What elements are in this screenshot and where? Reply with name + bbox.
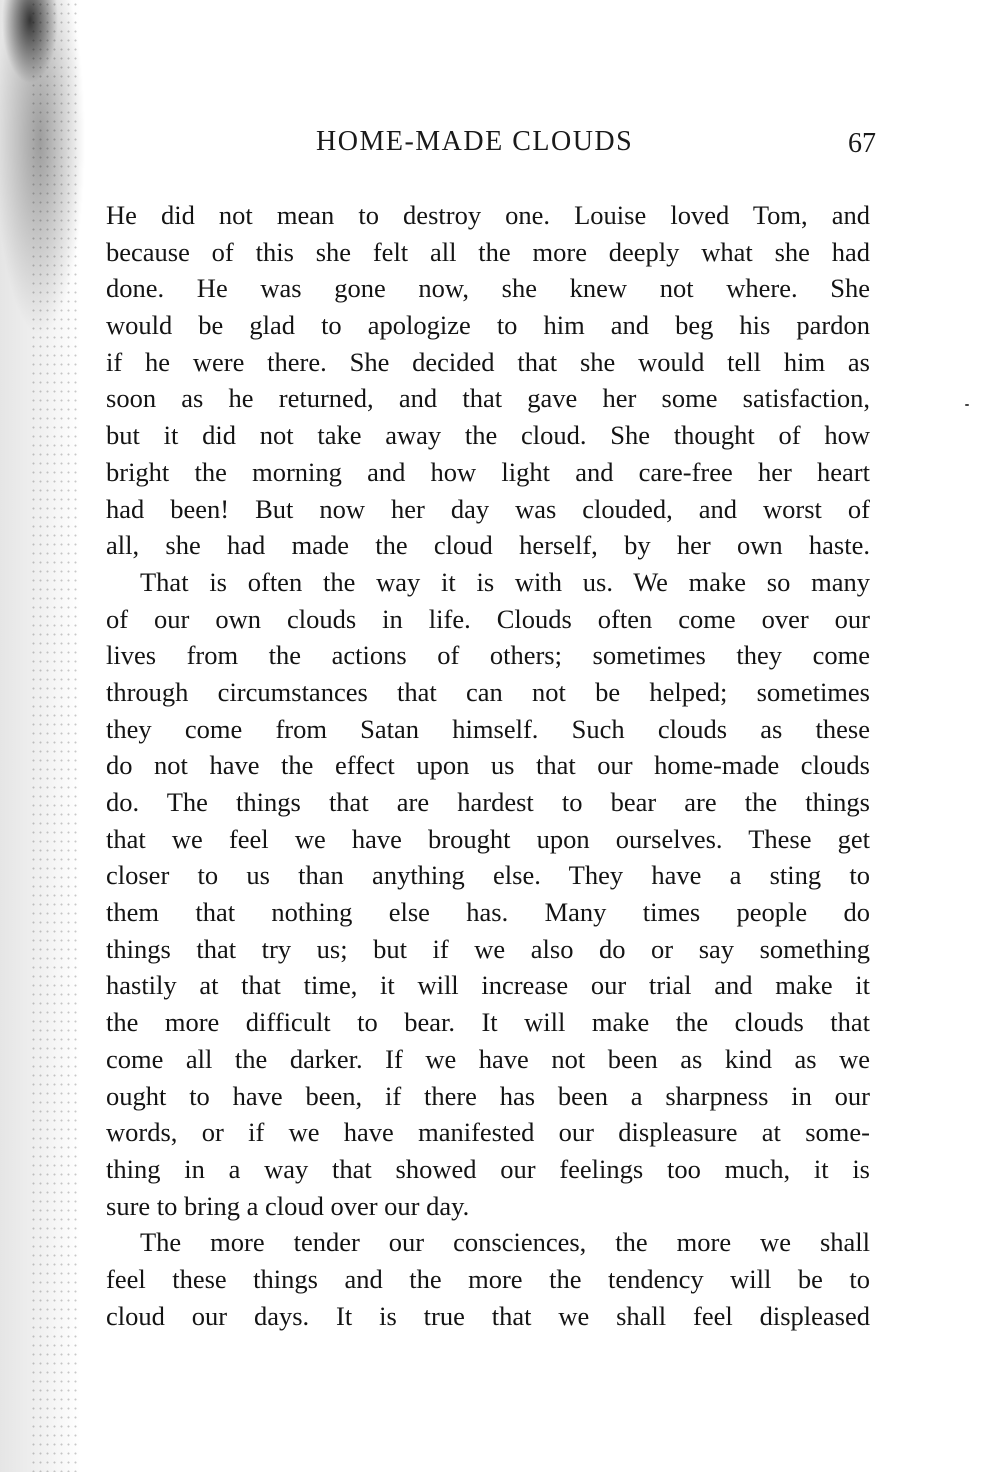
text-line: thing in a way that showed our feelings too much, it is xyxy=(106,1153,870,1184)
scan-artifact-mark xyxy=(965,404,969,406)
text-line: but it did not take away the cloud. She thought of how xyxy=(106,420,870,451)
text-line: ought to have been, if there has been a sharpness in our xyxy=(106,1080,870,1111)
text-line: closer to us than anything else. They have a sting to xyxy=(106,860,870,891)
text-line: cloud our days. It is true that we shall feel displeased xyxy=(106,1300,870,1331)
text-line: had been! But now her day was clouded, and worst of xyxy=(106,493,870,524)
text-line: because of this she felt all the more deeply what she had xyxy=(106,236,870,267)
text-line: He did not mean to destroy one. Louise loved Tom, and xyxy=(106,200,870,230)
running-title: HOME-MADE CLOUDS xyxy=(316,126,634,157)
text-line: done. He was gone now, she knew not where. She xyxy=(106,273,870,304)
text-line: things that try us; but if we also do or say something xyxy=(106,933,870,964)
text-line: sure to bring a cloud over our day. xyxy=(106,1190,470,1221)
scan-speckle xyxy=(30,0,80,1472)
text-line: all, she had made the cloud herself, by her own haste. xyxy=(106,530,870,561)
text-line: the more difficult to bear. It will make the clouds that xyxy=(106,1007,870,1038)
text-line: The more tender our consciences, the more we shall xyxy=(140,1227,870,1258)
running-header xyxy=(100,122,880,166)
text-line: That is often the way it is with us. We make so many xyxy=(140,566,870,597)
text-line: do not have the effect upon us that our home-made clouds xyxy=(106,750,870,781)
page-number: 67 xyxy=(848,128,876,159)
paragraph-3 xyxy=(106,1224,870,1334)
text-line: if he were there. She decided that she would tell him as xyxy=(106,346,870,377)
text-line: words, or if we have manifested our displeasure at some- xyxy=(106,1117,870,1148)
text-line: would be glad to apologize to him and beg his pardon xyxy=(106,310,870,341)
text-line: bright the morning and how light and care-free her heart xyxy=(106,456,870,487)
text-line: them that nothing else has. Many times people do xyxy=(106,897,870,928)
paragraph-2 xyxy=(106,564,870,1224)
text-line: through circumstances that can not be helped; sometimes xyxy=(106,676,870,707)
text-line: that we feel we have brought upon ourselves. These get xyxy=(106,823,870,854)
text-line: soon as he returned, and that gave her some satisfaction, xyxy=(106,383,870,414)
text-line: of our own clouds in life. Clouds often come over our xyxy=(106,603,870,634)
body-text xyxy=(106,197,870,1334)
text-line: come all the darker. If we have not been as kind as we xyxy=(106,1043,870,1074)
text-line: lives from the actions of others; sometimes they come xyxy=(106,640,870,671)
paragraph-1 xyxy=(106,197,870,564)
text-line: feel these things and the more the tendency will be to xyxy=(106,1263,870,1294)
text-line: do. The things that are hardest to bear are the things xyxy=(106,787,870,817)
text-line: hastily at that time, it will increase our trial and make it xyxy=(106,970,870,1001)
text-line: they come from Satan himself. Such clouds as these xyxy=(106,713,870,744)
